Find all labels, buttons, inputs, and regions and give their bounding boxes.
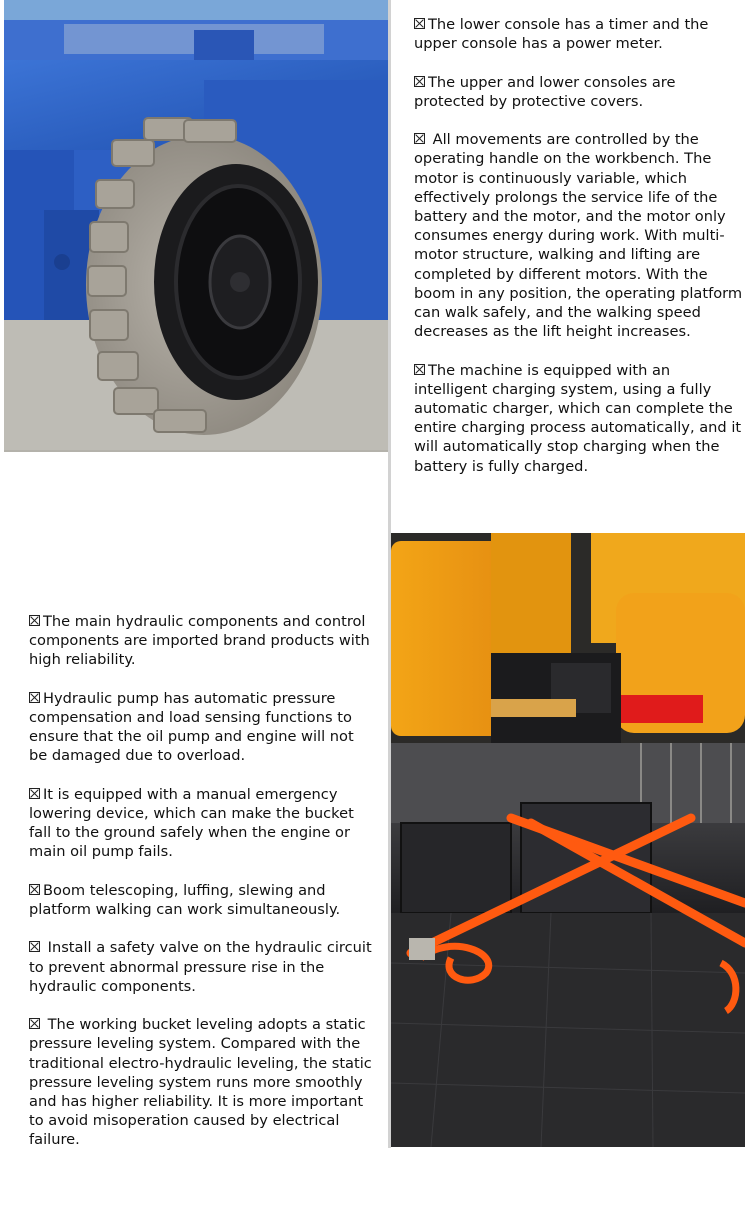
right-feature-item xyxy=(414,361,744,476)
checkbox-x-icon xyxy=(29,692,40,703)
checkbox-x-icon xyxy=(29,941,40,952)
left-feature-text: The main hydraulic components and control components are imported brand products with high reliability. xyxy=(29,613,370,669)
wheel-illustration xyxy=(4,0,388,452)
left-feature-text: It is equipped with a manual emergency lowering device, which can make the bucket fall to the ground safely when the engine or main oil pump fails. xyxy=(29,785,354,861)
checkbox-x-icon xyxy=(414,364,425,375)
left-feature-text: Boom telescoping, luffing, slewing and platform walking can work simultaneously. xyxy=(29,881,341,918)
left-feature-item xyxy=(29,612,375,670)
right-feature-text: The machine is equipped with an intelligent charging system, using a fully automatic charger, which can complete the entire charging process automatically, and it will automatically stop charging when the battery is fully charged. xyxy=(414,361,742,475)
checkbox-x-icon xyxy=(414,18,425,29)
right-feature-list xyxy=(414,15,744,476)
shipping-illustration xyxy=(391,533,745,1147)
checkbox-x-icon xyxy=(29,788,40,799)
wheel-photo xyxy=(4,0,388,452)
left-feature-item xyxy=(29,785,375,862)
checkbox-x-icon xyxy=(414,76,425,87)
right-feature-item xyxy=(414,15,744,53)
checkbox-x-icon xyxy=(29,884,40,895)
checkbox-x-icon xyxy=(29,1018,40,1029)
right-feature-text: All movements are controlled by the operating handle on the workbench. The motor is continuously variable, which effectively prolongs the service life of the battery and the motor, and the motor only consumes energy during work. With multi-motor structure, walking and lifting are completed by different motors. With the boom in any position, the operating platform can walk safely, and the walking speed decreases as the lift height increases. xyxy=(414,131,743,341)
left-feature-text: Hydraulic pump has automatic pressure compensation and load sensing functions to ensure that the oil pump and engine will not be damaged due to overload. xyxy=(29,689,354,765)
left-feature-item xyxy=(29,881,375,919)
left-feature-list xyxy=(29,612,375,1150)
right-feature-item xyxy=(414,73,744,111)
left-feature-text: Install a safety valve on the hydraulic circuit to prevent abnormal pressure rise in the hydraulic components. xyxy=(29,939,372,995)
left-feature-item xyxy=(29,689,375,766)
right-feature-text: The upper and lower consoles are protected by protective covers. xyxy=(414,73,676,110)
checkbox-x-icon xyxy=(29,615,40,626)
left-feature-item xyxy=(29,1015,375,1149)
left-feature-text: The working bucket leveling adopts a static pressure leveling system. Compared with the traditional electro-hydraulic leveling, the static pressure leveling system runs more smoothly and has higher reliability. It is more important to avoid misoperation caused by electrical failure. xyxy=(29,1016,372,1149)
checkbox-x-icon xyxy=(414,133,425,144)
right-feature-item xyxy=(414,130,744,341)
right-feature-text: The lower console has a timer and the upper console has a power meter. xyxy=(414,16,709,53)
left-feature-item xyxy=(29,938,375,996)
shipping-photo xyxy=(391,533,745,1147)
